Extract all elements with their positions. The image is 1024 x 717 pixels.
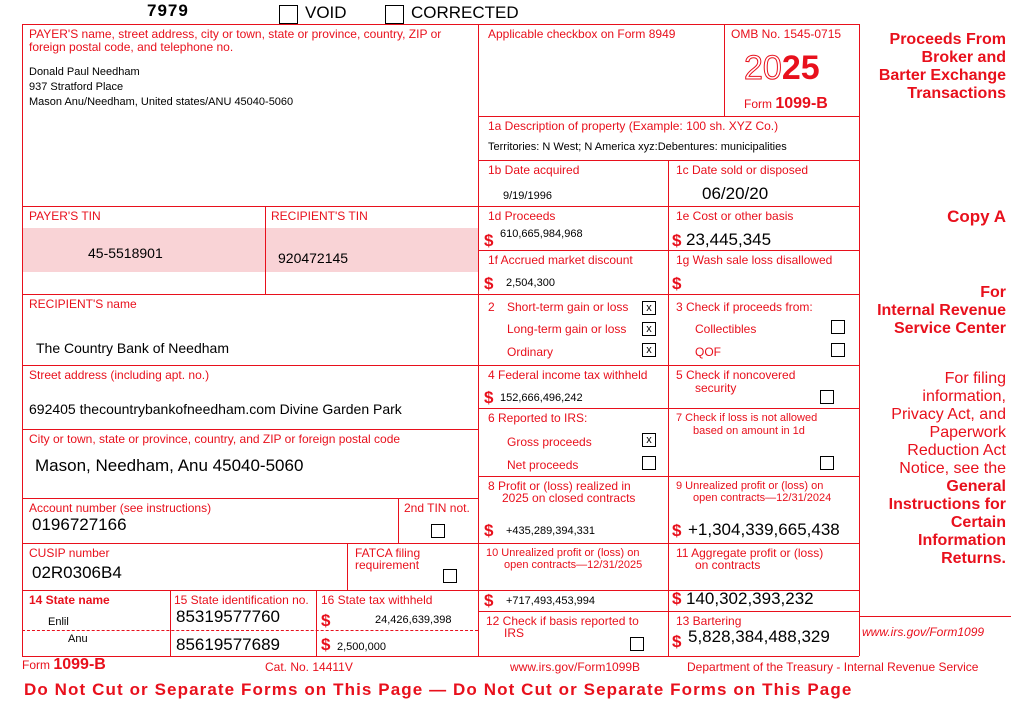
filing-info-line-5: Reduction Act (907, 442, 1006, 459)
box-10-value: +717,493,453,994 (506, 595, 596, 607)
box-6-net-label: Net proceeds (507, 458, 579, 472)
box-13-label: 13 Bartering (676, 614, 742, 628)
do-not-cut-banner: Do Not Cut or Separate Forms on This Page — Do Not Cut or Separate Forms on This Page (24, 680, 853, 699)
net-proceeds-checkbox[interactable] (642, 456, 656, 470)
rule (22, 365, 859, 366)
filing-info-line-8: Instructions for (888, 496, 1006, 513)
irs-center-line-3: Service Center (893, 320, 1006, 337)
gross-proceeds-checkbox[interactable]: x (642, 433, 656, 447)
box-2-ordinary-label: Ordinary (507, 345, 554, 359)
recipient-street: 692405 thecountrybankofneedham.com Divine Garden Park (29, 401, 402, 417)
fatca-label-line-1: FATCA filing (355, 546, 421, 560)
corrected-checkbox[interactable] (385, 5, 404, 24)
void-label: VOID (305, 3, 347, 22)
fatca-label-line-2: requirement (355, 558, 420, 572)
rule (478, 116, 859, 117)
payer-label: PAYER'S name, street address, city or town, state or province, country, ZIP or foreign postal code, and telephone no. (29, 27, 442, 54)
recipient-city: Mason, Needham, Anu 45040-5060 (35, 456, 304, 475)
recipient-city-label: City or town, state or province, country, and ZIP or foreign postal code (29, 432, 401, 446)
state-row-divider (22, 630, 478, 631)
form-name: 1099-B (775, 95, 828, 112)
box-7-label-line-1: 7 Check if loss is not allowed (676, 412, 818, 424)
rule (170, 590, 171, 656)
form-code: 7979 (147, 1, 189, 20)
second-tin-checkbox[interactable] (431, 524, 445, 538)
loss-not-allowed-checkbox[interactable] (820, 456, 834, 470)
tax-year-prefix: 20 (744, 49, 782, 87)
box-2-short-term-label: Short-term gain or loss (507, 300, 629, 314)
form-title-line-4: Transactions (907, 85, 1006, 102)
recipient-tin-value: 920472145 (278, 250, 349, 266)
state-tax-1: 24,426,639,398 (375, 614, 452, 626)
box-1f-value: 2,504,300 (506, 277, 555, 289)
collectibles-checkbox[interactable] (831, 320, 845, 334)
form-left-border (22, 24, 23, 656)
rule (316, 590, 317, 656)
box-5-label-line-2: security (695, 381, 737, 395)
dollar-sign: $ (672, 589, 682, 608)
box-6-gross-label: Gross proceeds (507, 435, 592, 449)
box-4-value: 152,666,496,242 (500, 392, 583, 404)
box-11-value: 140,302,393,232 (686, 589, 814, 608)
rule (478, 250, 859, 251)
center-divider (478, 24, 479, 656)
irs-form-website: www.irs.gov/Form1099 (862, 625, 985, 639)
right-divider (859, 24, 860, 656)
footer-form-number: 1099-B (53, 656, 106, 673)
rule (22, 498, 478, 499)
rule (22, 294, 859, 295)
short-term-checkbox[interactable]: x (642, 301, 656, 315)
dollar-sign: $ (484, 591, 494, 610)
form-title-line-3: Barter Exchange (878, 67, 1006, 84)
box-13-value: 5,828,384,488,329 (688, 627, 830, 646)
box-1g-label: 1g Wash sale loss disallowed (676, 253, 833, 267)
box-4-label: 4 Federal income tax withheld (488, 368, 648, 382)
basis-reported-checkbox[interactable] (630, 637, 644, 651)
box-8-label-line-1: 8 Profit or (loss) realized in (488, 479, 631, 493)
box-9-value: +1,304,339,665,438 (688, 520, 840, 539)
omb-form-name (744, 95, 828, 113)
filing-info-line-2: information, (922, 388, 1006, 405)
noncovered-security-checkbox[interactable] (820, 390, 834, 404)
form-8949-checkbox-label: Applicable checkbox on Form 8949 (488, 27, 676, 41)
rule (22, 429, 478, 430)
copy-a-label: Copy A (947, 207, 1006, 226)
filing-info-line-3: Privacy Act, and (891, 406, 1006, 423)
filing-info-line-7: General (946, 478, 1006, 495)
account-number-label: Account number (see instructions) (29, 501, 212, 515)
form-bottom-border (22, 656, 859, 657)
rule (398, 498, 399, 543)
box-8-label-line-2: 2025 on closed contracts (502, 491, 636, 505)
box-1d-value: 610,665,984,968 (500, 228, 583, 240)
box-6-label: 6 Reported to IRS: (488, 411, 588, 425)
box-9-label-line-1: 9 Unrealized profit or (loss) on (676, 480, 824, 492)
rule (478, 408, 859, 409)
recipient-street-label: Street address (including apt. no.) (29, 368, 210, 382)
box-1f-label: 1f Accrued market discount (488, 253, 633, 267)
box-1e-label: 1e Cost or other basis (676, 209, 794, 223)
box-15-label: 15 State identification no. (174, 593, 309, 607)
box-16-label: 16 State tax withheld (321, 593, 433, 607)
rule (22, 206, 859, 207)
box-7-label-line-2: based on amount in 1d (693, 425, 805, 437)
filing-info-line-9: Certain (950, 514, 1006, 531)
state-tax-2: 2,500,000 (337, 641, 386, 653)
filing-info-line-1: For filing (944, 370, 1006, 387)
recipient-name-label: RECIPIENT'S name (29, 297, 137, 311)
void-checkbox[interactable] (279, 5, 298, 24)
state-name-2: Anu (68, 633, 88, 645)
box-3-collectibles-label: Collectibles (695, 322, 757, 336)
state-id-1: 85319577760 (176, 607, 281, 626)
dollar-sign: $ (672, 521, 682, 540)
box-3-qof-label: QOF (695, 345, 721, 359)
state-id-2: 85619577689 (176, 635, 281, 654)
payer-tin-value: 45-5518901 (88, 245, 163, 261)
recipient-name: The Country Bank of Needham (36, 340, 229, 356)
payer-city: Mason Anu/Needham, United states/ANU 45040-5060 (29, 96, 294, 108)
box-11-label-line-2: on contracts (695, 558, 761, 572)
box-12-label-line-1: 12 Check if basis reported to (486, 614, 639, 628)
recipient-tin-label: RECIPIENT'S TIN (271, 209, 368, 223)
box-8-value: +435,289,394,331 (506, 525, 596, 537)
dollar-sign: $ (672, 274, 682, 293)
box-11-label-line-1: 11 Aggregate profit or (loss) (676, 546, 824, 560)
box-9-label-line-2: open contracts—12/31/2024 (693, 492, 832, 504)
fatca-checkbox[interactable] (443, 569, 457, 583)
treasury-department: Department of the Treasury - Internal Revenue Service (687, 660, 979, 674)
dollar-sign: $ (484, 231, 494, 250)
box-1a-label: 1a Description of property (Example: 100 sh. XYZ Co.) (488, 119, 779, 133)
irs-center-line-1: For (980, 284, 1006, 301)
form-title-line-2: Broker and (921, 49, 1006, 66)
dollar-sign: $ (484, 388, 494, 407)
omb-number: OMB No. 1545-0715 (731, 27, 842, 41)
box-1c-label: 1c Date sold or disposed (676, 163, 809, 177)
tax-year-suffix: 25 (781, 49, 820, 87)
filing-info-line-11: Returns. (941, 550, 1006, 567)
rule (22, 543, 859, 544)
irs-center-line-2: Internal Revenue (877, 302, 1006, 319)
cusip-value: 02R0306B4 (32, 563, 122, 582)
corrected-label: CORRECTED (411, 3, 519, 22)
dollar-sign: $ (672, 632, 682, 651)
second-tin-label: 2nd TIN not. (404, 501, 470, 515)
form-title-line-1: Proceeds From (889, 31, 1006, 48)
filing-info-line-6: Notice, see the (899, 460, 1006, 477)
payer-street: 937 Stratford Place (29, 81, 124, 93)
box-1a-value: Territories: N West; N America xyz:Debentures: municipalities (488, 141, 787, 153)
payer-name: Donald Paul Needham (29, 66, 140, 78)
element (859, 616, 1011, 617)
dollar-sign: $ (321, 611, 331, 630)
dollar-sign: $ (484, 521, 494, 540)
footer-url: www.irs.gov/Form1099B (510, 660, 641, 674)
box-1e-value: 23,445,345 (686, 230, 772, 249)
box-14-label: 14 State name (29, 593, 110, 607)
qof-checkbox[interactable] (831, 343, 845, 357)
box-2-long-term-label: Long-term gain or loss (507, 322, 627, 336)
dollar-sign: $ (672, 231, 682, 250)
rule (347, 543, 348, 590)
box-2-number: 2 (488, 300, 495, 314)
box-3-label: 3 Check if proceeds from: (676, 300, 813, 314)
form-prefix: Form (744, 97, 772, 111)
dollar-sign: $ (321, 635, 331, 654)
omb-divider (724, 24, 725, 116)
box-1b-value: 9/19/1996 (503, 190, 552, 202)
rule (478, 611, 859, 612)
cusip-label: CUSIP number (29, 546, 110, 560)
tax-year (744, 50, 820, 86)
filing-info-line-10: Information (918, 532, 1006, 549)
payer-tin-label: PAYER'S TIN (29, 209, 101, 223)
catalog-number: Cat. No. 14411V (265, 660, 353, 674)
dollar-sign: $ (484, 274, 494, 293)
box-1b-label: 1b Date acquired (488, 163, 580, 177)
account-number: 0196727166 (32, 515, 127, 534)
rule (478, 476, 859, 477)
filing-info-line-4: Paperwork (929, 424, 1006, 441)
box-12-label-line-2: IRS (504, 626, 525, 640)
long-term-checkbox[interactable]: x (642, 322, 656, 336)
footer-form-prefix: Form (22, 658, 50, 672)
box-10-label-line-2: open contracts—12/31/2025 (504, 559, 643, 571)
ordinary-checkbox[interactable]: x (642, 343, 656, 357)
state-name-1: Enlil (48, 616, 69, 628)
footer-form-name (22, 657, 106, 673)
box-10-label-line-1: 10 Unrealized profit or (loss) on (486, 547, 640, 559)
box-1d-label: 1d Proceeds (488, 209, 556, 223)
box-1c-value: 06/20/20 (702, 184, 769, 203)
form-top-border (22, 24, 859, 25)
box-5-label-line-1: 5 Check if noncovered (676, 368, 796, 382)
